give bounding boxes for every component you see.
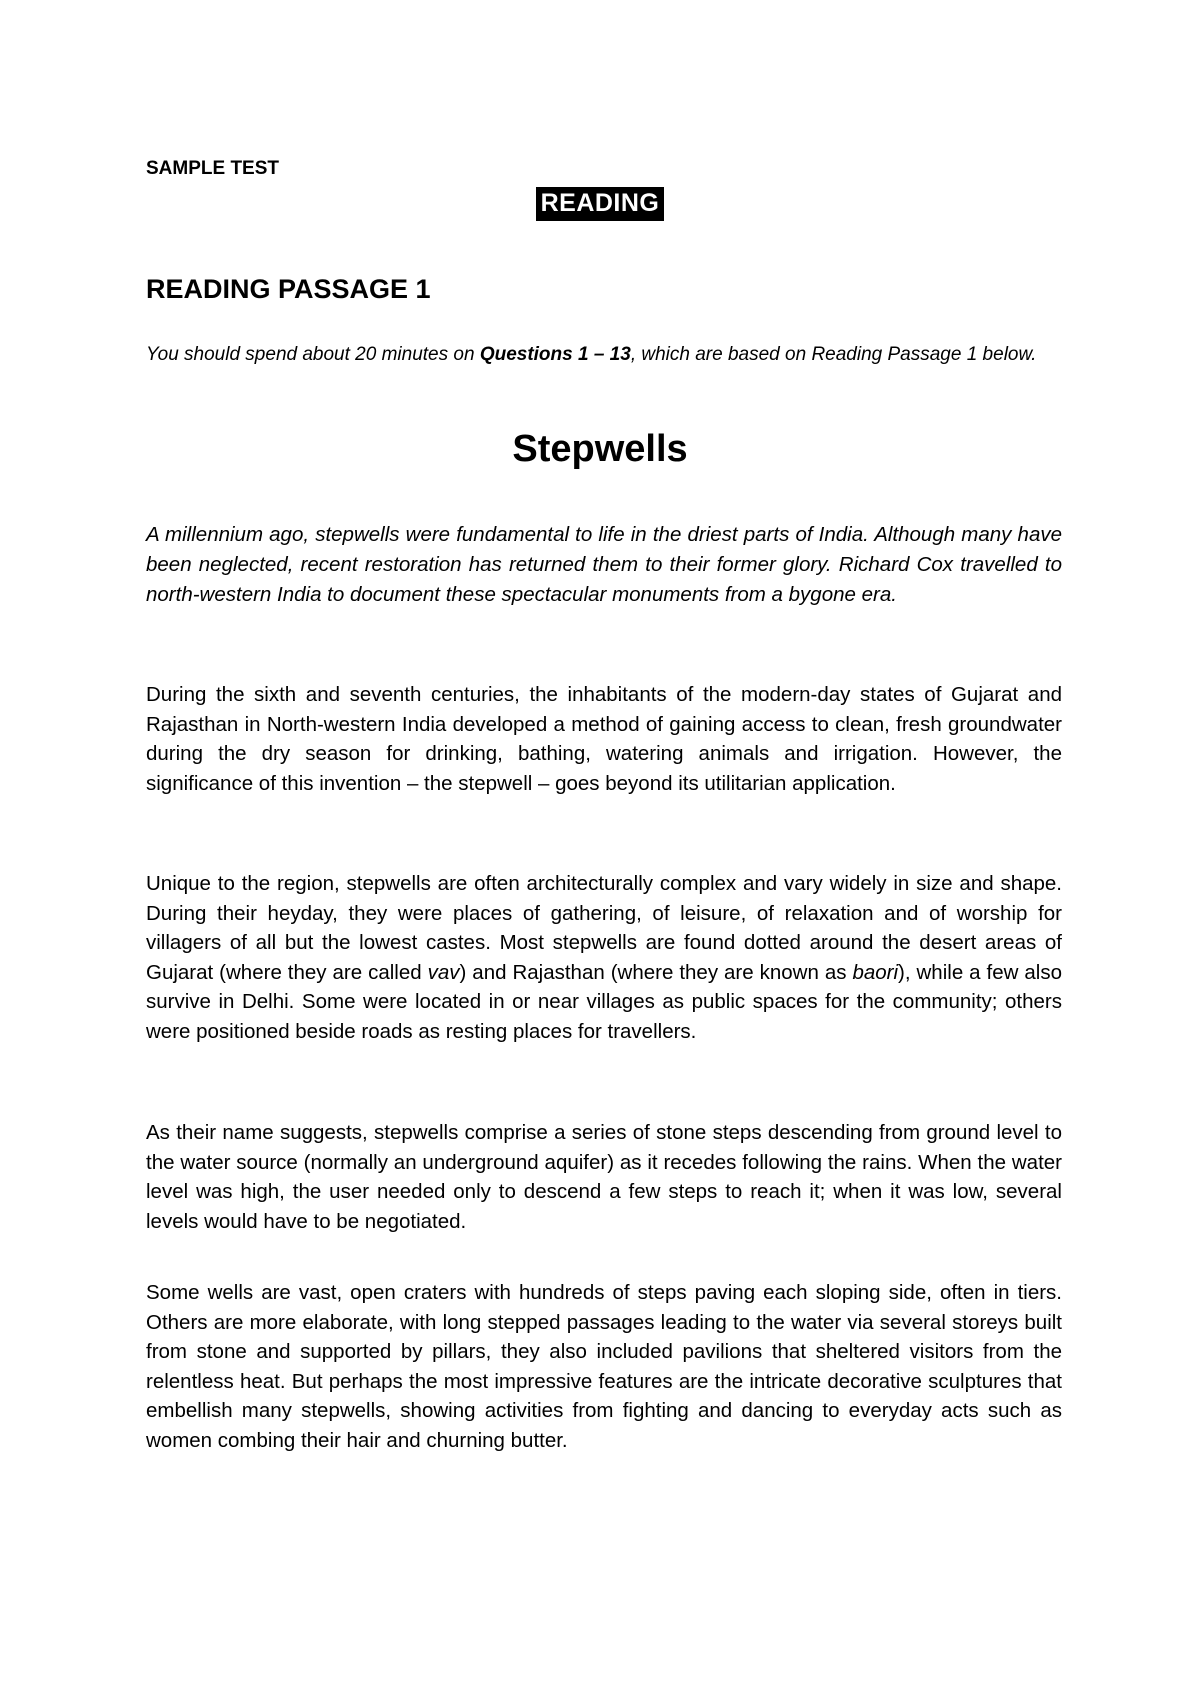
reading-section-badge: READING bbox=[536, 187, 665, 221]
term-vav: vav bbox=[427, 960, 460, 984]
sample-test-label: SAMPLE TEST bbox=[146, 158, 280, 179]
term-baori: baori bbox=[852, 960, 899, 984]
article-title: Stepwells bbox=[512, 428, 688, 470]
paragraph-2-part-b: ) and Rajasthan (where they are known as bbox=[459, 960, 853, 984]
paragraph-2 bbox=[146, 869, 1062, 1046]
instructions-text-after: , which are based on Reading Passage 1 below. bbox=[630, 344, 1037, 365]
section-badge-row bbox=[0, 187, 1200, 221]
passage-heading: READING PASSAGE 1 bbox=[146, 274, 431, 304]
instructions bbox=[146, 334, 1062, 376]
paragraph-4: Some wells are vast, open craters with hundreds of steps paving each sloping side, often in tiers. Others are more elaborate, with long stepped passages leading to the water via several storeys built from stone and supported by pillars, they also included pavilions that sheltered visitors from the relentless heat. But perhaps the most impressive features are the intricate decorative sculptures that embellish many stepwells, showing activities from fighting and dancing to everyday acts such as women combing their hair and churning butter. bbox=[146, 1281, 1062, 1452]
instructions-questions: Questions 1 – 13 bbox=[479, 344, 631, 365]
paragraph-2-part-a: Unique to the region, stepwells are often architecturally complex and vary widely in size and shape. During their heyday, they were places of gathering, of leisure, of relaxation and of worship for villagers of all but the lowest castes. Most stepwells are found dotted around the desert areas of Gujarat (where they are called bbox=[146, 872, 1062, 984]
paragraph-2-part-c: ), while a few also survive in Delhi. Some were located in or near villages as public spaces for the community; others were positioned beside roads as resting places for travellers. bbox=[146, 960, 1062, 1043]
instructions-text-before: You should spend about 20 minutes on bbox=[146, 344, 480, 365]
paragraph-3: As their name suggests, stepwells comprise a series of stone steps descending from ground level to the water source (normally an underground aquifer) as it recedes following the rains. When the water level was high, the user needed only to descend a few steps to reach it; when it was low, several levels would have to be negotiated. bbox=[146, 1121, 1062, 1233]
paragraph-1: During the sixth and seventh centuries, the inhabitants of the modern-day states of Gujarat and Rajasthan in North-western India developed a method of gaining access to clean, fresh groundwater during the dry season for drinking, bathing, watering animals and irrigation. However, the significance of this invention – the stepwell – goes beyond its utilitarian application. bbox=[146, 683, 1062, 795]
article-intro: A millennium ago, stepwells were fundamental to life in the driest parts of India. Although many have been neglected, recent restoration has returned them to their former glory. Richard Cox travelled to north-western India to document these spectacular monuments from a bygone era. bbox=[146, 523, 1062, 606]
